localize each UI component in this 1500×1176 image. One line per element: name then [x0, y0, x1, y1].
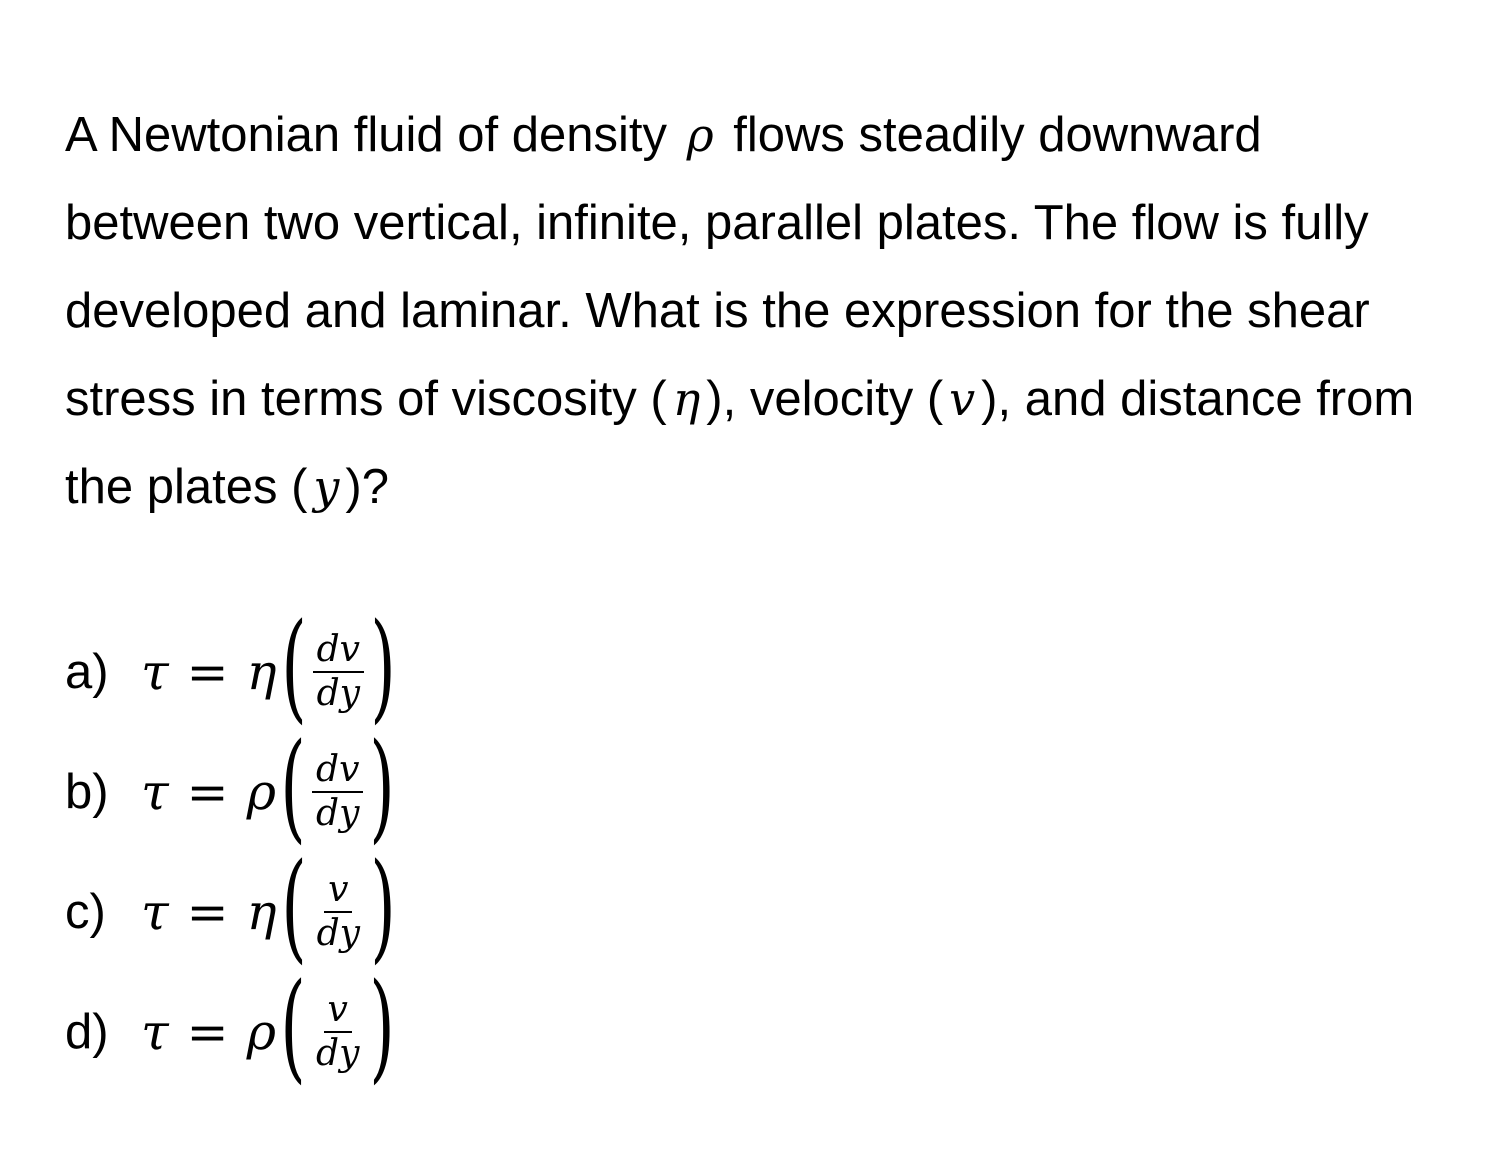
close-paren: ) [369, 957, 396, 1095]
formula-coefficient: ρ [246, 763, 276, 821]
close-paren: ) [369, 717, 396, 855]
fraction-denominator: dy [316, 673, 360, 714]
formula-equals: = [186, 1003, 229, 1061]
fraction-numerator: dv [313, 631, 364, 673]
fraction [312, 751, 363, 833]
option-label: b) [65, 765, 109, 819]
density-symbol: ρ [686, 108, 714, 162]
formula-lhs: τ [141, 643, 169, 701]
formula-coefficient: η [246, 883, 277, 941]
formula-equals: = [186, 763, 229, 821]
open-paren: ( [280, 957, 306, 1095]
fraction-denominator: dy [316, 913, 360, 954]
fraction-denominator: dy [316, 1033, 360, 1074]
formula [141, 957, 399, 1095]
answer-options [65, 597, 1065, 1095]
question-part-2: flows steadily downward between two vertical, infinite, parallel plates. The flow is fully developed and laminar. What is the expression for the shear stress in terms of viscosity ( [65, 108, 1370, 426]
open-paren: ( [280, 597, 307, 735]
fraction [312, 991, 363, 1073]
formula-lhs: τ [141, 1003, 169, 1061]
option-label: d) [65, 1005, 109, 1059]
question-part-1: A Newtonian fluid of density [65, 108, 667, 162]
velocity-symbol: v [949, 372, 976, 426]
close-paren: ) [370, 597, 396, 735]
question-part-4: ), and distance from the plates ( [65, 372, 1415, 514]
fraction-denominator: dy [316, 793, 360, 834]
formula-lhs: τ [141, 763, 169, 821]
question-part-3: ), velocity ( [706, 372, 944, 426]
fraction [313, 871, 364, 953]
option-d[interactable] [65, 957, 1065, 1095]
fraction-numerator: dv [312, 751, 363, 793]
option-label: a) [65, 645, 109, 699]
distance-symbol: y [313, 460, 340, 514]
open-paren: ( [280, 837, 307, 975]
formula [141, 837, 400, 975]
fraction [313, 631, 364, 713]
open-paren: ( [280, 717, 306, 855]
option-b[interactable] [65, 717, 1065, 855]
option-c[interactable] [65, 837, 1065, 975]
fraction-numerator: v [324, 871, 352, 913]
option-a[interactable] [65, 597, 1065, 735]
formula-equals: = [186, 883, 229, 941]
formula [141, 717, 399, 855]
formula [141, 597, 400, 735]
fraction-numerator: v [324, 991, 352, 1033]
viscosity-symbol: η [672, 372, 701, 426]
option-label: c) [65, 885, 106, 939]
question-part-5: )? [345, 460, 389, 514]
close-paren: ) [370, 837, 396, 975]
formula-coefficient: ρ [246, 1003, 276, 1061]
formula-equals: = [186, 643, 229, 701]
formula-lhs: τ [141, 883, 169, 941]
question-text [65, 91, 1455, 531]
formula-coefficient: η [246, 643, 277, 701]
